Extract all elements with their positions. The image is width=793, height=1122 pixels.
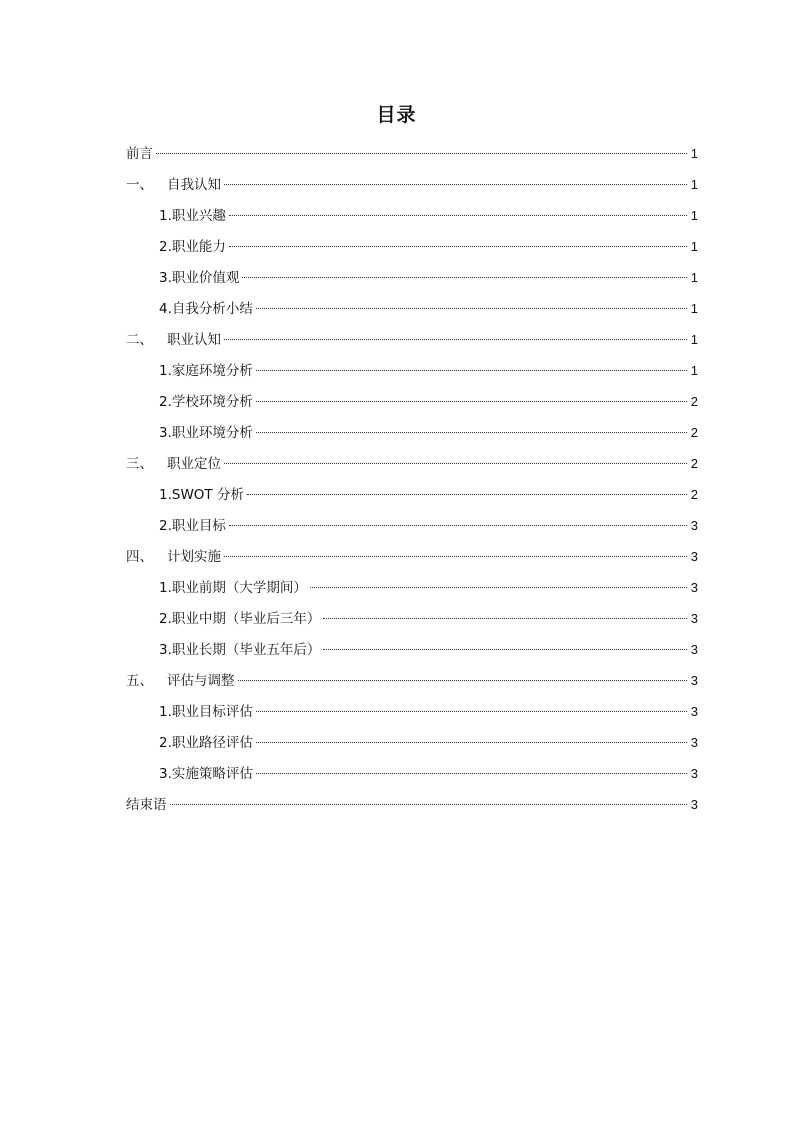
toc-entry-page: 1 <box>690 239 698 254</box>
toc-entry-number: 1. <box>159 580 172 596</box>
toc-entry-number: 3. <box>159 270 172 286</box>
toc-entry-page: 3 <box>690 611 698 626</box>
toc-list <box>126 138 698 820</box>
dot-leader <box>310 587 687 588</box>
toc-entry-number: 一、 <box>126 177 153 193</box>
toc-entry-preface[interactable] <box>126 138 698 169</box>
dot-leader <box>247 494 687 495</box>
toc-entry-page: 1 <box>690 146 698 161</box>
dot-leader <box>238 680 687 681</box>
toc-entry-subsection[interactable] <box>126 417 698 448</box>
dot-leader <box>229 525 687 526</box>
toc-entry-number: 三、 <box>126 456 153 472</box>
dot-leader <box>170 804 687 805</box>
dot-leader <box>323 649 686 650</box>
dot-leader <box>224 463 687 464</box>
toc-entry-page: 2 <box>690 425 698 440</box>
toc-entry-subsection[interactable] <box>126 758 698 789</box>
toc-entry-subsection[interactable] <box>126 200 698 231</box>
toc-entry-label: 实施策略评估 <box>171 766 253 782</box>
toc-entry-subsection[interactable] <box>126 386 698 417</box>
toc-entry-page: 3 <box>690 704 698 719</box>
toc-entry-page: 1 <box>690 177 698 192</box>
toc-entry-label: 自我分析小结 <box>171 301 253 317</box>
toc-entry-number: 2. <box>159 518 172 534</box>
dot-leader <box>224 184 687 185</box>
toc-entry-subsection[interactable] <box>126 262 698 293</box>
toc-entry-number: 1. <box>159 363 172 379</box>
toc-title: 目录 <box>376 104 417 126</box>
toc-entry-label: 职业认知 <box>167 332 221 348</box>
toc-entry-label: SWOT 分析 <box>171 487 244 503</box>
toc-entry-page: 1 <box>690 301 698 316</box>
toc-entry-number: 2. <box>159 611 172 627</box>
toc-entry-label: 职业前期（大学期间） <box>171 580 307 596</box>
dot-leader <box>256 432 687 433</box>
toc-entry-section-5[interactable] <box>126 665 698 696</box>
toc-entry-page: 3 <box>690 673 698 688</box>
toc-entry-page: 2 <box>690 487 698 502</box>
toc-entry-label: 职业目标 <box>171 518 226 534</box>
toc-entry-label: 职业定位 <box>167 456 221 472</box>
toc-entry-number: 1. <box>159 208 172 224</box>
toc-entry-subsection[interactable] <box>126 727 698 758</box>
toc-entry-page: 2 <box>690 394 698 409</box>
toc-entry-page: 3 <box>690 735 698 750</box>
toc-entry-section-2[interactable] <box>126 324 698 355</box>
toc-entry-number: 五、 <box>126 673 153 689</box>
toc-entry-label: 职业路径评估 <box>171 735 253 751</box>
dot-leader <box>256 773 687 774</box>
toc-entry-label: 职业能力 <box>171 239 226 255</box>
toc-entry-page: 3 <box>690 797 698 812</box>
toc-entry-label: 职业目标评估 <box>171 704 253 720</box>
dot-leader <box>224 339 687 340</box>
toc-entry-conclusion[interactable] <box>126 789 698 820</box>
toc-entry-label: 职业中期（毕业后三年） <box>171 611 321 627</box>
toc-entry-subsection[interactable] <box>126 603 698 634</box>
toc-entry-number: 2. <box>159 394 172 410</box>
toc-entry-label: 评估与调整 <box>167 673 235 689</box>
toc-entry-subsection[interactable] <box>126 355 698 386</box>
toc-entry-label: 自我认知 <box>167 177 221 193</box>
toc-entry-label: 职业兴趣 <box>171 208 226 224</box>
toc-entry-page: 1 <box>690 270 698 285</box>
toc-entry-subsection[interactable] <box>126 634 698 665</box>
toc-entry-page: 1 <box>690 332 698 347</box>
dot-leader <box>256 742 687 743</box>
toc-entry-number: 3. <box>159 642 172 658</box>
toc-entry-number: 四、 <box>126 549 153 565</box>
toc-entry-page: 1 <box>690 363 698 378</box>
toc-entry-label: 职业价值观 <box>171 270 240 286</box>
toc-entry-subsection[interactable] <box>126 572 698 603</box>
toc-entry-page: 3 <box>690 518 698 533</box>
toc-entry-subsection[interactable] <box>126 510 698 541</box>
toc-entry-number: 3. <box>159 766 172 782</box>
toc-entry-page: 3 <box>690 766 698 781</box>
toc-entry-number: 1. <box>159 704 172 720</box>
toc-entry-label: 职业长期（毕业五年后） <box>171 642 321 658</box>
toc-entry-section-1[interactable] <box>126 169 698 200</box>
toc-entry-page: 1 <box>690 208 698 223</box>
toc-entry-label: 结束语 <box>126 797 167 813</box>
toc-entry-label: 学校环境分析 <box>171 394 253 410</box>
dot-leader <box>242 277 686 278</box>
dot-leader <box>256 308 687 309</box>
toc-entry-subsection[interactable] <box>126 293 698 324</box>
toc-entry-section-4[interactable] <box>126 541 698 572</box>
toc-entry-subsection[interactable] <box>126 231 698 262</box>
toc-entry-number: 二、 <box>126 332 153 348</box>
toc-entry-number: 1. <box>159 487 172 503</box>
toc-entry-number: 4. <box>159 301 172 317</box>
dot-leader <box>156 153 687 154</box>
dot-leader <box>229 246 687 247</box>
toc-entry-page: 2 <box>690 456 698 471</box>
dot-leader <box>256 711 687 712</box>
toc-entry-subsection[interactable] <box>126 479 698 510</box>
toc-entry-number: 3. <box>159 425 172 441</box>
toc-entry-number: 2. <box>159 735 172 751</box>
dot-leader <box>256 370 687 371</box>
toc-entry-page: 3 <box>690 642 698 657</box>
toc-entry-label: 前言 <box>126 146 153 162</box>
toc-entry-subsection[interactable] <box>126 696 698 727</box>
dot-leader <box>323 618 686 619</box>
dot-leader <box>256 401 687 402</box>
dot-leader <box>229 215 687 216</box>
toc-entry-label: 计划实施 <box>167 549 221 565</box>
toc-entry-page: 3 <box>690 549 698 564</box>
toc-entry-label: 家庭环境分析 <box>171 363 253 379</box>
dot-leader <box>224 556 687 557</box>
toc-entry-section-3[interactable] <box>126 448 698 479</box>
toc-entry-page: 3 <box>690 580 698 595</box>
toc-entry-label: 职业环境分析 <box>171 425 253 441</box>
toc-entry-number: 2. <box>159 239 172 255</box>
